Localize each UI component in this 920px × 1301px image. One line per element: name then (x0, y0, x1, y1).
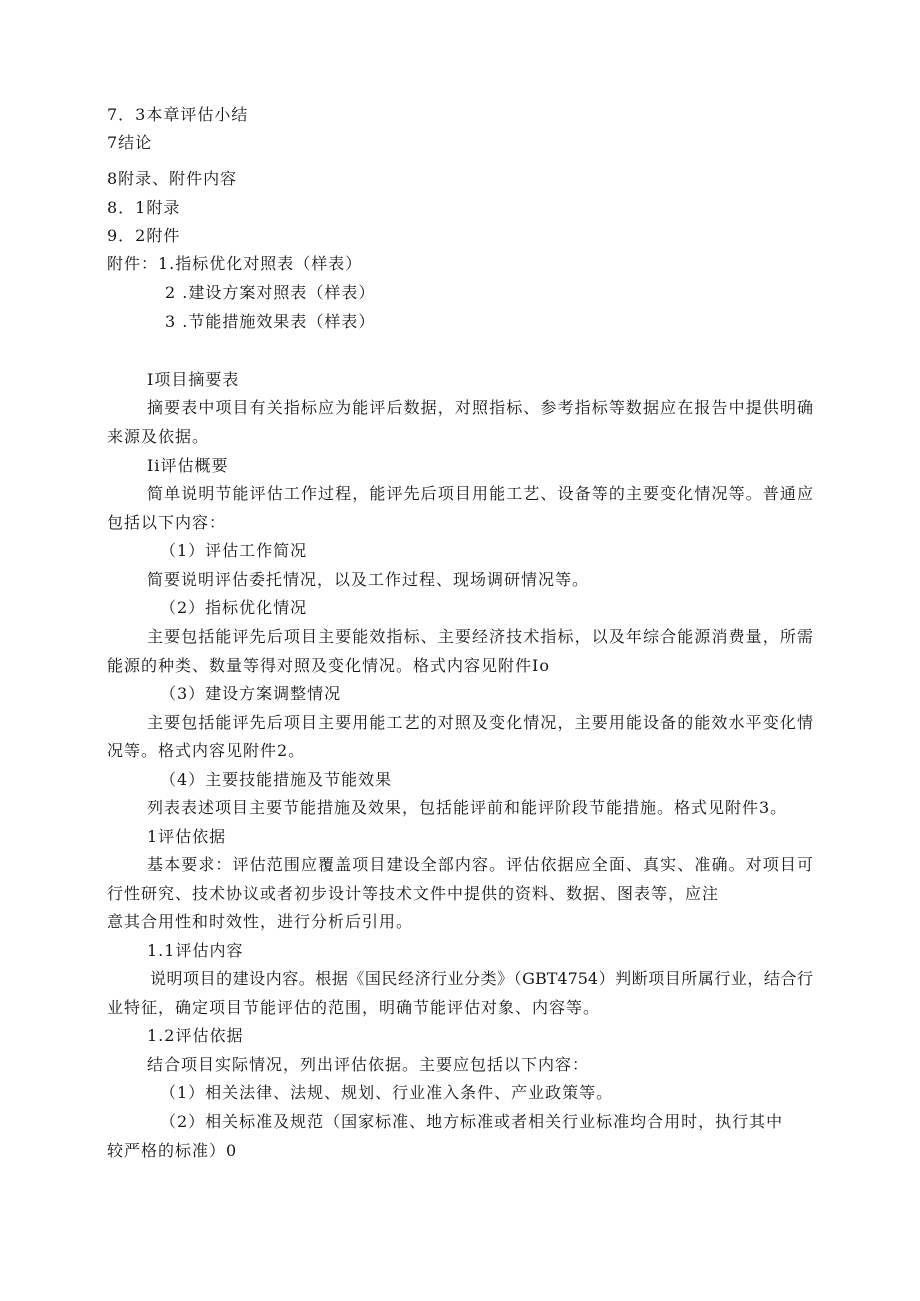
paragraph-line: 来源及依据。 (107, 427, 210, 446)
list-item: （4）主要技能措施及节能效果 (160, 770, 393, 789)
list-item: （1）评估工作简况 (160, 541, 308, 560)
section-heading: I项目摘要表 (147, 370, 240, 389)
paragraph-line: 基本要求：评估范围应覆盖项目建设全部内容。评估依据应全面、真实、准确。对项目可 (147, 855, 813, 874)
paragraph-line: 简要说明评估委托情况，以及工作过程、现场调研情况等。 (147, 570, 590, 589)
paragraph-line: 况等。格式内容见附件2。 (107, 741, 306, 760)
paragraph-line: 行性研究、技术协议或者初步设计等技术文件中提供的资料、数据、图表等，应注 (107, 884, 720, 903)
list-item: （3）建设方案调整情况 (160, 684, 342, 703)
annex-list-item: 2 .建设方案对照表（样表） (165, 283, 376, 302)
paragraph-line: 较严格的标准）0 (107, 1141, 238, 1160)
list-item: （2）指标优化情况 (160, 598, 308, 617)
annex-list-item: 3 .节能措施效果表（样表） (165, 312, 376, 331)
outline-item: 7结论 (107, 133, 153, 152)
annex-list-heading: 附件：1.指标优化对照表（样表） (107, 254, 363, 273)
paragraph-line: 列表表述项目主要节能措施及效果，包括能评前和能评阶段节能措施。格式见附件3。 (147, 798, 788, 817)
outline-item: 9．2附件 (107, 226, 181, 245)
paragraph-line: 说明项目的建设内容。根据《国民经济行业分类》（GBT4754）判断项目所属行业，结合行 (150, 969, 813, 988)
section-heading: 1.1评估内容 (147, 941, 244, 960)
outline-item: 8附录、附件内容 (107, 169, 238, 188)
list-item: （2）相关标准及规范（国家标准、地方标准或者相关行业标准均合用时，执行其中 (160, 1112, 784, 1131)
paragraph-line: 能源的种类、数量等得对照及变化情况。格式内容见附件Io (107, 656, 550, 675)
paragraph-line: 摘要表中项目有关指标应为能评后数据，对照指标、参考指标等数据应在报告中提供明确 (147, 398, 813, 417)
paragraph-line: 包括以下内容： (107, 513, 227, 532)
paragraph-line: 主要包括能评先后项目主要能效指标、主要经济技术指标，以及年综合能源消费量，所需 (147, 627, 813, 646)
outline-item: 8．1附录 (107, 198, 181, 217)
paragraph-line: 结合项目实际情况，列出评估依据。主要应包括以下内容： (147, 1055, 590, 1074)
paragraph-line: 业特征，确定项目节能评估的范围，明确节能评估对象、内容等。 (107, 998, 601, 1017)
section-heading: 1.2评估依据 (147, 1026, 244, 1045)
section-heading: Ii评估概要 (147, 456, 229, 475)
outline-item: 7．3本章评估小结 (107, 105, 249, 124)
paragraph-line: 意其合用性和时效性，进行分析后引用。 (107, 912, 414, 931)
paragraph-line: 主要包括能评先后项目主要用能工艺的对照及变化情况，主要用能设备的能效水平变化情 (147, 713, 813, 732)
paragraph-line: 简单说明节能评估工作过程，能评先后项目用能工艺、设备等的主要变化情况等。普通应 (147, 484, 813, 503)
list-item: （1）相关法律、法规、规划、行业准入条件、产业政策等。 (160, 1083, 614, 1102)
section-heading: 1评估依据 (147, 827, 227, 846)
